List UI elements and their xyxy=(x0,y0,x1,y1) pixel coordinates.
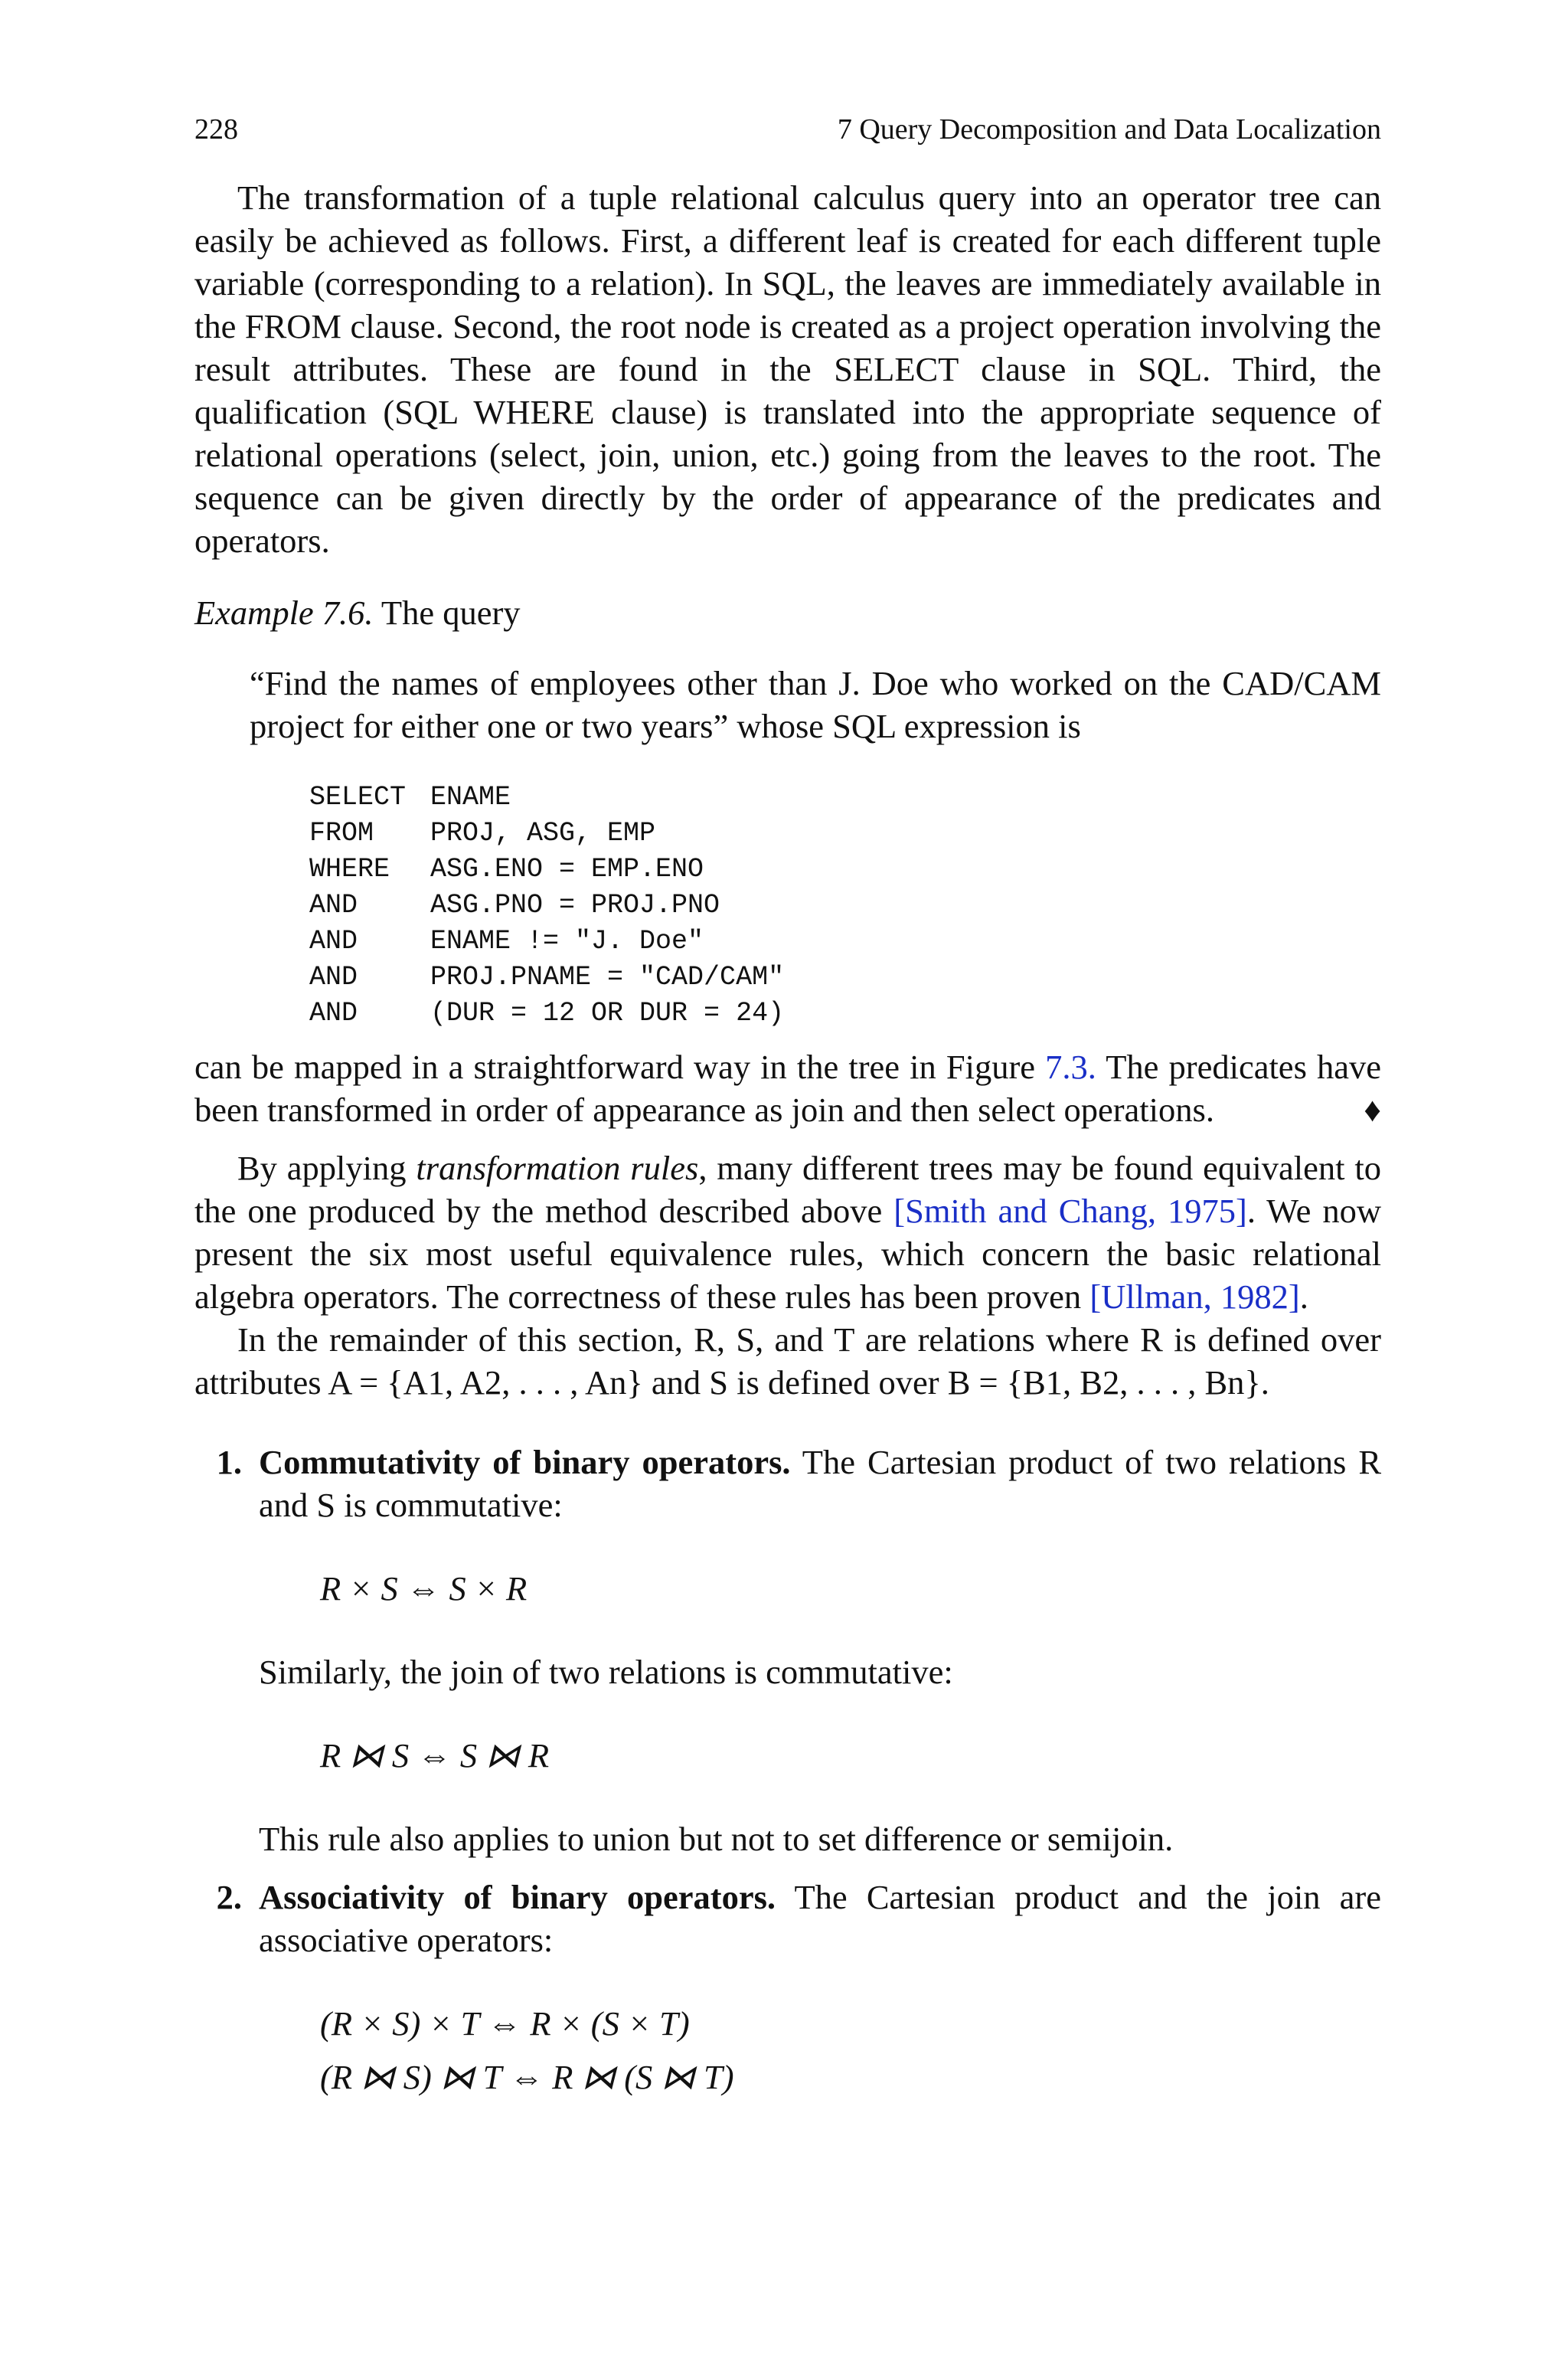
sql-expression: PROJ, ASG, EMP xyxy=(430,818,656,849)
transform-text-2: , many different trees may be found equivalent to the one produced by the method described above xyxy=(194,1149,1381,1230)
rule-number: 2. xyxy=(216,1878,242,1916)
rule-closing-text: This rule also applies to union but not to set difference or semijoin. xyxy=(259,1820,1174,1858)
rule-body xyxy=(259,1441,1381,1860)
sql-line xyxy=(309,924,1381,960)
sql-keyword: WHERE xyxy=(309,854,390,885)
sql-keyword: SELECT xyxy=(309,782,407,813)
transform-text-1: By applying xyxy=(237,1149,416,1187)
sql-line xyxy=(309,816,1381,852)
rule-intro xyxy=(259,1441,1381,1526)
formula-cartesian-associative: (R × S) × T ⇔ R × (S × T) xyxy=(320,2004,690,2043)
rule-body xyxy=(259,1876,1381,2104)
transform-text-3: . We now present the six most useful equivalence rules, which concern the basic relational algebra operators. The correctness of these rules has been proven xyxy=(194,1192,1381,1316)
rule-title: Commutativity of binary operators. xyxy=(259,1443,791,1481)
rule-title: Associativity of binary operators. xyxy=(259,1878,776,1916)
sql-line xyxy=(309,888,1381,924)
sql-line xyxy=(309,996,1381,1032)
sql-keyword: AND xyxy=(309,998,358,1029)
sql-code-block xyxy=(309,780,1381,1032)
example-label: Example 7.6. xyxy=(194,594,374,632)
example-conclusion xyxy=(194,1045,1381,1131)
transform-term: transformation rules xyxy=(416,1149,699,1187)
transformation-paragraph xyxy=(194,1146,1381,1318)
sql-line xyxy=(309,960,1381,996)
chapter-title: 7 Query Decomposition and Data Localization xyxy=(837,113,1381,146)
example-lead: The query xyxy=(381,594,521,632)
remainder-line-1: In the remainder of this section, R, S, and T are relations where R is defined over xyxy=(237,1320,1381,1359)
sql-line xyxy=(309,852,1381,888)
rule-number: 1. xyxy=(216,1443,242,1481)
remainder-line-2: attributes A = {A1, A2, . . . , An} and S is defined over B = {B1, B2, . . . , Bn}. xyxy=(194,1363,1269,1402)
sql-expression: ENAME != "J. Doe" xyxy=(430,926,704,957)
example-end-mark: ♦ xyxy=(1364,1091,1381,1129)
sql-keyword: AND xyxy=(309,926,358,957)
conclusion-text-post: The predicates have been transformed in order of appearance as join and then select operations. xyxy=(194,1048,1381,1129)
sql-expression: PROJ.PNAME = "CAD/CAM" xyxy=(430,962,785,993)
sql-expression: ASG.PNO = PROJ.PNO xyxy=(430,890,720,921)
sql-keyword: AND xyxy=(309,962,358,993)
citation-ullman[interactable]: [Ullman, 1982] xyxy=(1089,1277,1300,1316)
citation-smith-chang[interactable]: [Smith and Chang, 1975] xyxy=(893,1192,1247,1230)
sql-expression: ENAME xyxy=(430,782,511,813)
rule-text: The Cartesian product and the join are associative operators: xyxy=(259,1878,1381,1959)
sql-expression: (DUR = 12 OR DUR = 24) xyxy=(430,998,785,1029)
formula-join-commutative: R ⋈ S ⇔ S ⋈ R xyxy=(320,1736,550,1775)
formula-join-associative: (R ⋈ S) ⋈ T ⇔ R ⋈ (S ⋈ T) xyxy=(320,2058,734,2096)
example-quote: “Find the names of employees other than J. Doe who worked on the CAD/CAM project for either one or two years” whose SQL expression is xyxy=(250,664,1381,745)
example-heading xyxy=(194,591,1381,634)
page-body xyxy=(194,115,1381,2104)
sql-line xyxy=(309,780,1381,816)
transform-text-4: . xyxy=(1299,1277,1308,1316)
rule-item-2 xyxy=(194,1876,1381,2104)
rule-intro xyxy=(259,1876,1381,1961)
sql-keyword: FROM xyxy=(309,818,374,849)
rule-middle-text: Similarly, the join of two relations is commutative: xyxy=(259,1653,953,1691)
formula-block-associative xyxy=(320,1997,1381,2104)
remainder-paragraph xyxy=(194,1318,1381,1404)
figure-ref-link[interactable]: 7.3. xyxy=(1045,1048,1096,1086)
equivalence-rules-list xyxy=(194,1441,1381,2104)
page-number: 228 xyxy=(194,113,238,146)
sql-expression: ASG.ENO = EMP.ENO xyxy=(430,854,704,885)
intro-paragraph: The transformation of a tuple relational calculus query into an operator tree can easily be achieved as follows. First, a different leaf is created for each different tuple variable (corresponding to a relation). In SQL, the leaves are immediately available in the FROM clause. Second, the root node is created as a project operation involving the result attributes. These are found in the SELECT clause in SQL. Third, the qualification (SQL WHERE clause) is translated into the appropriate sequence of relational operations (select, join, union, etc.) going from the leaves to the root. The sequence can be given directly by the order of appearance of the predicates and operators. xyxy=(194,178,1381,560)
running-head xyxy=(194,115,1381,144)
sql-keyword: AND xyxy=(309,890,358,921)
formula-cartesian-commutative: R × S ⇔ S × R xyxy=(320,1569,528,1608)
rule-item-1 xyxy=(194,1441,1381,1860)
conclusion-text-pre: can be mapped in a straightforward way in the tree in Figure xyxy=(194,1048,1046,1086)
rule-text: The Cartesian product of two relations R and S is commutative: xyxy=(259,1443,1382,1524)
